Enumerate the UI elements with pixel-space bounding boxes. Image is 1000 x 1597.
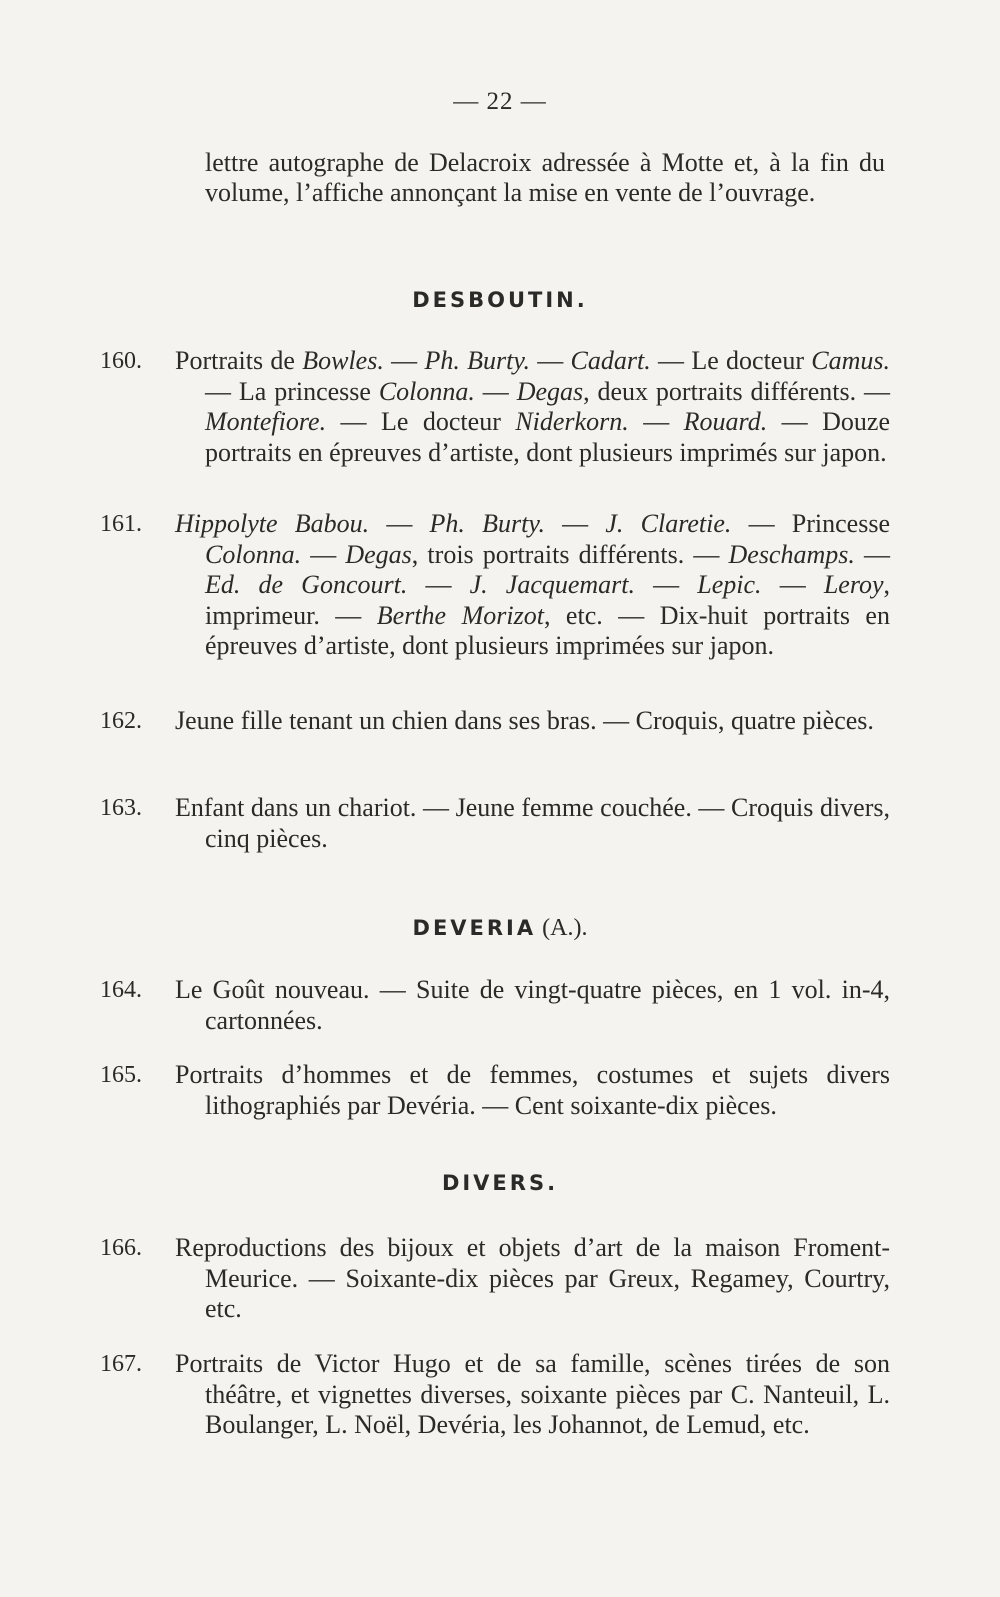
text-run: , deux portraits différents. — [583,376,891,406]
text-run: — [383,346,425,375]
text-run: — [761,570,824,599]
section-heading-desboutin [0,287,1000,314]
text-run: , trois portraits différents. — [411,539,729,569]
text-run: — [529,346,571,375]
text-run: — [628,407,684,436]
text-run: — La princesse [205,376,379,406]
entry-number: 162. [100,708,142,734]
text-run: — [474,376,517,406]
text-run: — [301,539,346,569]
italic-name: Ed. de Goncourt. [205,570,408,599]
text-run: Portraits de [175,346,303,375]
entry-text [175,793,890,854]
text-run: , imprimeur. — [205,570,891,630]
italic-name: Degas [516,376,584,406]
section-heading-divers [0,1170,1000,1197]
text-run: — [854,539,891,569]
entry-165 [100,1060,890,1121]
text-run: — Le docteur [650,346,812,375]
entry-text [175,509,891,662]
section-heading-deveria [0,915,1000,942]
italic-name: Cadart. [570,346,651,375]
section-heading-text: DESBOUTIN. [412,288,588,312]
entry-text [175,975,890,1036]
text-run: — Princesse [731,509,891,538]
entry-number: 167. [100,1351,142,1377]
entry-162 [100,706,890,737]
section-heading-suffix: (A.). [536,915,588,941]
page-number: — 22 — [453,88,547,115]
entry-161 [100,509,890,662]
entry-text [175,1060,890,1121]
entry-163 [100,793,890,854]
italic-name: Hippolyte Babou. [175,509,370,538]
entry-number: 165. [100,1062,142,1088]
italic-name: J. Jacquemart. [469,570,636,599]
text-run: Enfant dans un chariot. — Jeune femme couchée. — Croquis divers, cinq pièces. [175,793,890,853]
entry-number: 161. [100,511,142,537]
entry-text [175,706,890,737]
text-run: , etc. — Dix-huit portraits en épreuves d’artiste, dont plusieurs imprimées sur japon. [205,600,890,660]
italic-name: Montefiore. [205,407,327,436]
section-heading-text: DEVERIA [412,916,537,940]
entry-160 [100,346,890,468]
entry-text [175,1233,890,1325]
text-run: Portraits de Victor Hugo et de sa famille, scènes tirées de son théâtre, et vignettes diverses, soixante pièces par C. Nanteuil, L. Boulanger, L. Noël, Devéria, les Johannot, de Lemud, etc. [175,1349,890,1439]
text-run: — [369,509,430,538]
entry-text [175,346,891,468]
italic-name: Colonna. [205,539,302,569]
entry-164 [100,975,890,1036]
text-run: — [407,570,470,599]
italic-name: Leroy [823,570,884,599]
italic-name: Camus. [811,346,891,375]
italic-name: Rouard. [683,407,768,436]
entry-167 [100,1349,890,1441]
text-run: — [544,509,606,538]
entry-number: 164. [100,977,142,1003]
text-run: Le Goût nouveau. — Suite de vingt-quatre pièces, en 1 vol. in-4, cartonnées. [175,975,890,1035]
italic-name: Deschamps. [728,539,855,569]
italic-name: Bowles. [302,346,384,375]
italic-name: Degas [345,539,412,569]
entry-166 [100,1233,890,1325]
italic-name: J. Claretie. [605,509,732,538]
text-run: Jeune fille tenant un chien dans ses bras. — Croquis, quatre pièces. [175,706,874,735]
entry-number: 166. [100,1235,142,1261]
text-run: — [635,570,698,599]
text-run: Reproductions des bijoux et objets d’art de la maison Froment-Meurice. — Soixante-dix pièces par Greux, Regamey, Courtry, etc. [175,1233,890,1323]
text-run: — Le docteur [326,407,516,436]
intro-paragraph: lettre autographe de Delacroix adressée à Motte et, à la fin du volume, l’affiche annonçant la mise en vente de l’ouvrage. [205,148,885,207]
italic-name: Ph. Burty. [429,509,545,538]
italic-name: Colonna. [378,376,475,406]
text-run: — Douze portraits en épreuves d’artiste, dont plusieurs imprimés sur japon. [205,407,890,467]
section-heading-text: DIVERS. [441,1171,559,1195]
entry-number: 163. [100,795,142,821]
italic-name: Berthe Morizot [376,600,544,630]
text-run: Portraits d’hommes et de femmes, costumes et sujets divers lithographiés par Devéria. — Cent soixante-dix pièces. [175,1060,890,1120]
entry-text [175,1349,890,1441]
entry-number: 160. [100,348,142,374]
italic-name: Lepic. [697,570,762,599]
italic-name: Ph. Burty. [424,346,530,375]
italic-name: Niderkorn. [515,407,629,436]
